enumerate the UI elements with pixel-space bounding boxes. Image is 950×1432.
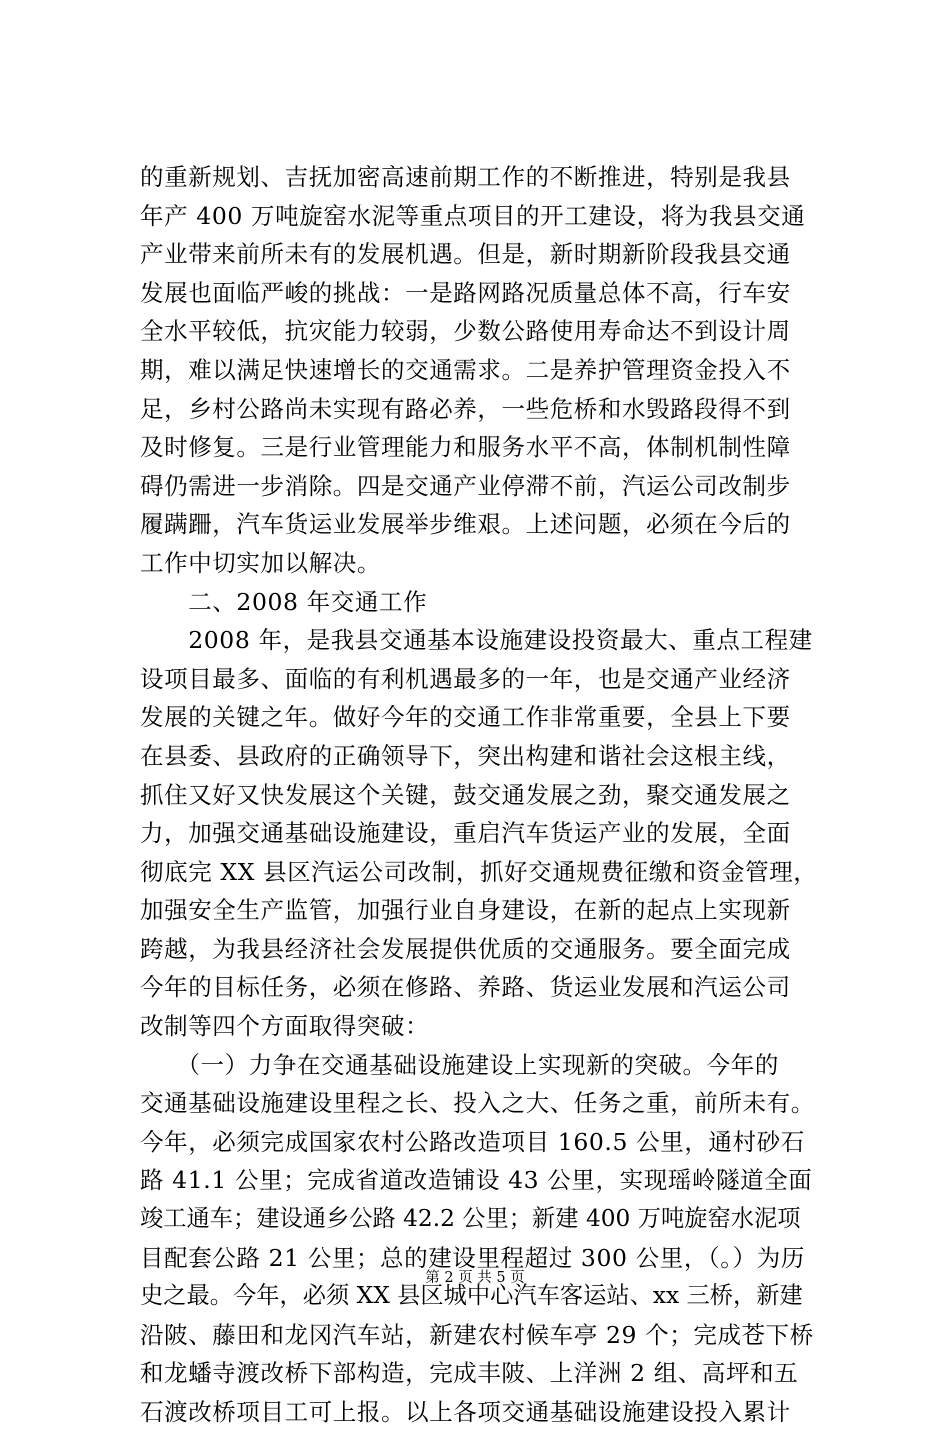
page-footer: 第 2 页 共 5 页 <box>425 1270 525 1286</box>
text-line: 力，加强交通基础设施建设，重启汽车货运产业的发展，全面 <box>140 819 791 848</box>
text-line: 交通基础设施建设里程之长、投入之大、任务之重，前所未有。 <box>140 1089 815 1118</box>
text-line: 及时修复。三是行业管理能力和服务水平不高，体制机制性障 <box>140 433 791 462</box>
text-line: 目配套公路 21 公里；总的建设里程超过 300 公里，（。）为历 <box>140 1243 805 1272</box>
text-line: 碍仍需进一步消除。四是交通产业停滞不前，汽运公司改制步 <box>140 471 791 500</box>
text-line: 期，难以满足快速增长的交通需求。二是养护管理资金投入不 <box>140 355 791 384</box>
text-line: 和龙蟠寺渡改桥下部构造，完成丰陂、上洋洲 2 组、高坪和五 <box>140 1359 799 1388</box>
text-line: 产业带来前所未有的发展机遇。但是，新时期新阶段我县交通 <box>140 240 791 269</box>
text-line: 彻底完 XX 县区汽运公司改制，抓好交通规费征缴和资金管理， <box>140 857 818 886</box>
text-line: 设项目最多、面临的有利机遇最多的一年，也是交通产业经济 <box>140 664 791 693</box>
text-line: 史之最。今年，必须 XX 县区城中心汽车客运站、xx 三桥，新建 <box>140 1282 803 1310</box>
text-line: 工作中切实加以解决。 <box>140 548 381 577</box>
text-line: 在县委、县政府的正确领导下，突出构建和谐社会这根主线， <box>140 741 791 770</box>
text-line: 沿陂、藤田和龙冈汽车站，新建农村候车亭 29 个；完成苍下桥 <box>140 1320 814 1349</box>
text-line: 抓住又好又快发展这个关键，鼓交通发展之劲，聚交通发展之 <box>140 780 791 809</box>
text-line: 2008 年，是我县交通基本设施建设投资最大、重点工程建 <box>140 626 813 655</box>
text-line: 履蹒跚，汽车货运业发展举步维艰。上述问题，必须在今后的 <box>140 510 791 539</box>
text-line: 年产 400 万吨旋窑水泥等重点项目的开工建设，将为我县交通 <box>140 201 806 230</box>
text-line: 石渡改桥项目工可上报。以上各项交通基础设施建设投入累计 <box>140 1398 791 1426</box>
text-line: （一）力争在交通基础设施建设上实现新的突破。今年的 <box>140 1050 779 1079</box>
text-line: 加强安全生产监管，加强行业自身建设，在新的起点上实现新 <box>140 896 791 925</box>
text-line: 发展的关键之年。做好今年的交通工作非常重要，全县上下要 <box>140 703 791 732</box>
text-line: 全水平较低，抗灾能力较弱，少数公路使用寿命达不到设计周 <box>140 317 791 346</box>
document-body <box>140 158 825 1432</box>
text-line: 足，乡村公路尚未实现有路必养，一些危桥和水毁路段得不到 <box>140 394 791 423</box>
text-line: 二、2008 年交通工作 <box>140 587 428 616</box>
text-line: 的重新规划、吉抚加密高速前期工作的不断推进，特别是我县 <box>140 163 791 191</box>
text-line: 竣工通车；建设通乡公路 42.2 公里；新建 400 万吨旋窑水泥项 <box>140 1205 801 1233</box>
text-line: 跨越，为我县经济社会发展提供优质的交通服务。要全面完成 <box>140 934 791 963</box>
text-line: 路 41.1 公里；完成省道改造铺设 43 公里，实现瑶岭隧道全面 <box>140 1166 813 1195</box>
text-line: 发展也面临严峻的挑战：一是路网路况质量总体不高，行车安 <box>140 278 791 307</box>
text-line: 改制等四个方面取得突破： <box>140 1012 430 1041</box>
text-line: 今年，必须完成国家农村公路改造项目 160.5 公里，通村砂石 <box>140 1127 805 1156</box>
text-line: 今年的目标任务，必须在修路、养路、货运业发展和汽运公司 <box>140 973 791 1002</box>
